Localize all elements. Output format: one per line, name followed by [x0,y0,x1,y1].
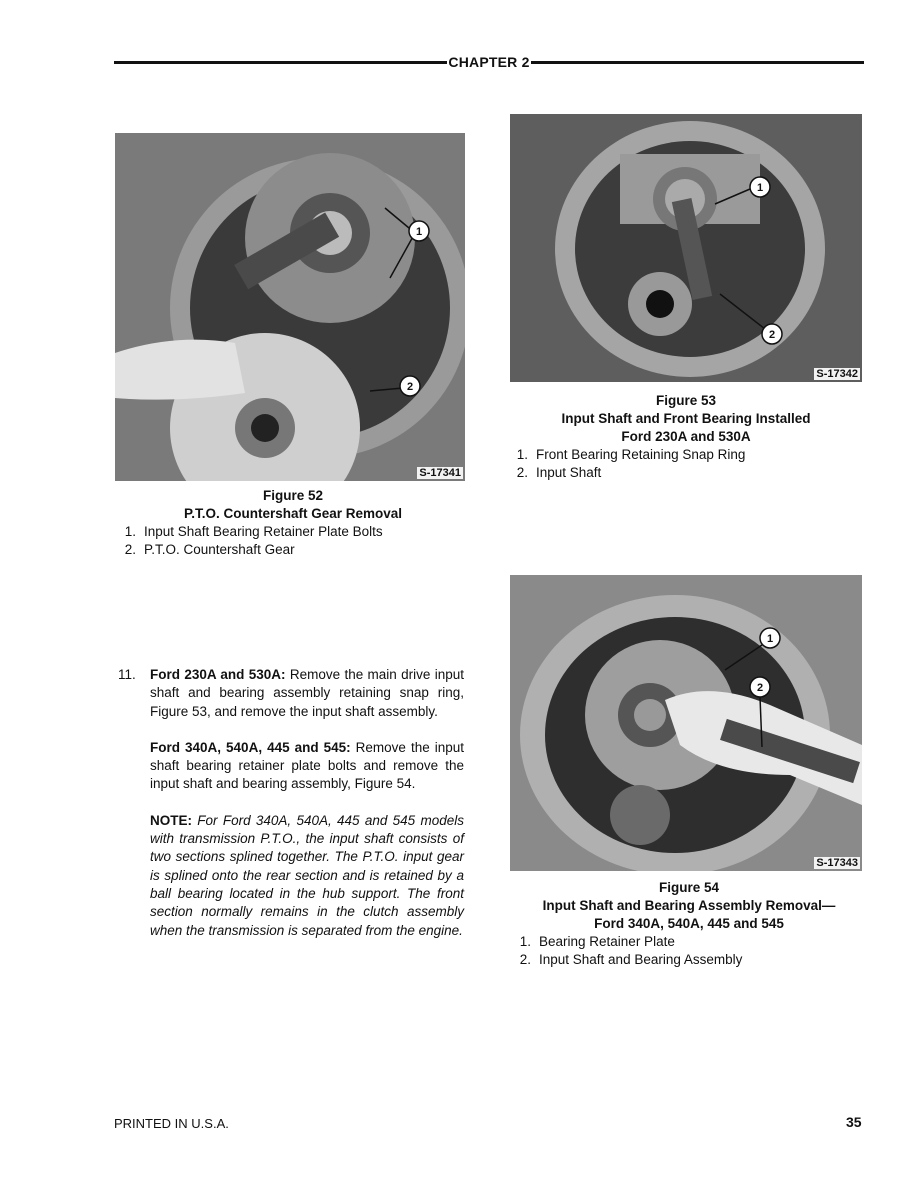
figure-53-caption [510,392,862,482]
note-text: For Ford 340A, 540A, 445 and 545 models with transmission P.T.O., the input shaft consists of two sections splined together. The P.T.O. input gear is splined onto the rear section and is retained by a ball bearing located in the hub support. The front section normally remains in the clutch assembly when the transmission is separated from the engine. [150,812,464,938]
step-number: 11. [118,667,136,682]
step-lead: Ford 230A and 530A: [150,667,286,682]
svg-text:1: 1 [756,182,764,194]
figure-53-photo-code: S-17342 [816,368,858,380]
legend-item: 2. P.T.O. Countershaft Gear [124,542,295,557]
figure-53-legend [510,446,862,482]
gear-photo-illustration [115,133,465,481]
legend-item: 2. Input Shaft and Bearing Assembly [519,952,743,967]
figure-52-caption [118,487,468,559]
figure-53-title: Input Shaft and Front Bearing Installed [561,411,811,426]
figure-54-caption [513,879,865,969]
procedure-text [118,666,464,958]
page-number: 35 [846,1114,862,1130]
legend-item: 1. Front Bearing Retaining Snap Ring [516,447,746,462]
figure-54-legend [513,933,865,969]
header-rule-left [114,61,447,64]
svg-text:1: 1 [415,226,423,238]
svg-text:1: 1 [766,633,774,645]
figure-54-subtitle: Ford 340A, 540A, 445 and 545 [594,916,784,931]
figure-53-label: Figure 53 [655,393,717,408]
step-text: Remove the main drive input shaft and bearing assembly retaining snap ring, Figure 53, and remove the input shaft assembly. [150,667,464,719]
figure-53-photo [510,114,862,382]
printed-in-label: PRINTED IN U.S.A. [114,1116,229,1131]
chapter-header [114,52,864,72]
figure-54-photo-code: S-17343 [816,857,858,869]
figure-52-legend [118,523,468,559]
para2-lead: Ford 340A, 540A, 445 and 545: [150,739,351,755]
legend-item: 1. Input Shaft Bearing Retainer Plate Bolts [124,524,383,539]
paragraph-2 [150,739,464,794]
shaft-photo-illustration [510,114,862,382]
figure-52-title: P.T.O. Countershaft Gear Removal [183,506,403,521]
header-rule-right [531,61,864,64]
note-lead: NOTE: [150,812,192,828]
chapter-title: CHAPTER 2 [448,54,530,70]
assembly-photo-illustration [510,575,862,871]
legend-item: 1. Bearing Retainer Plate [519,934,675,949]
figure-53-subtitle: Ford 230A and 530A [621,429,751,444]
figure-54-label: Figure 54 [658,880,720,895]
figure-52-label: Figure 52 [262,488,324,503]
svg-text:2: 2 [406,381,414,393]
legend-item: 2. Input Shaft [516,465,602,480]
note [150,812,464,940]
svg-text:2: 2 [756,682,764,694]
figure-54-photo [510,575,862,871]
figure-54-title: Input Shaft and Bearing Assembly Removal— [542,898,836,913]
figure-52-photo [115,133,465,481]
para2-text: Remove the input shaft bearing retainer plate bolts and remove the input shaft and bearing assembly, Figure 54. [150,739,465,792]
step-11 [118,666,464,721]
figure-52-photo-code: S-17341 [419,467,461,479]
svg-text:2: 2 [768,329,776,341]
